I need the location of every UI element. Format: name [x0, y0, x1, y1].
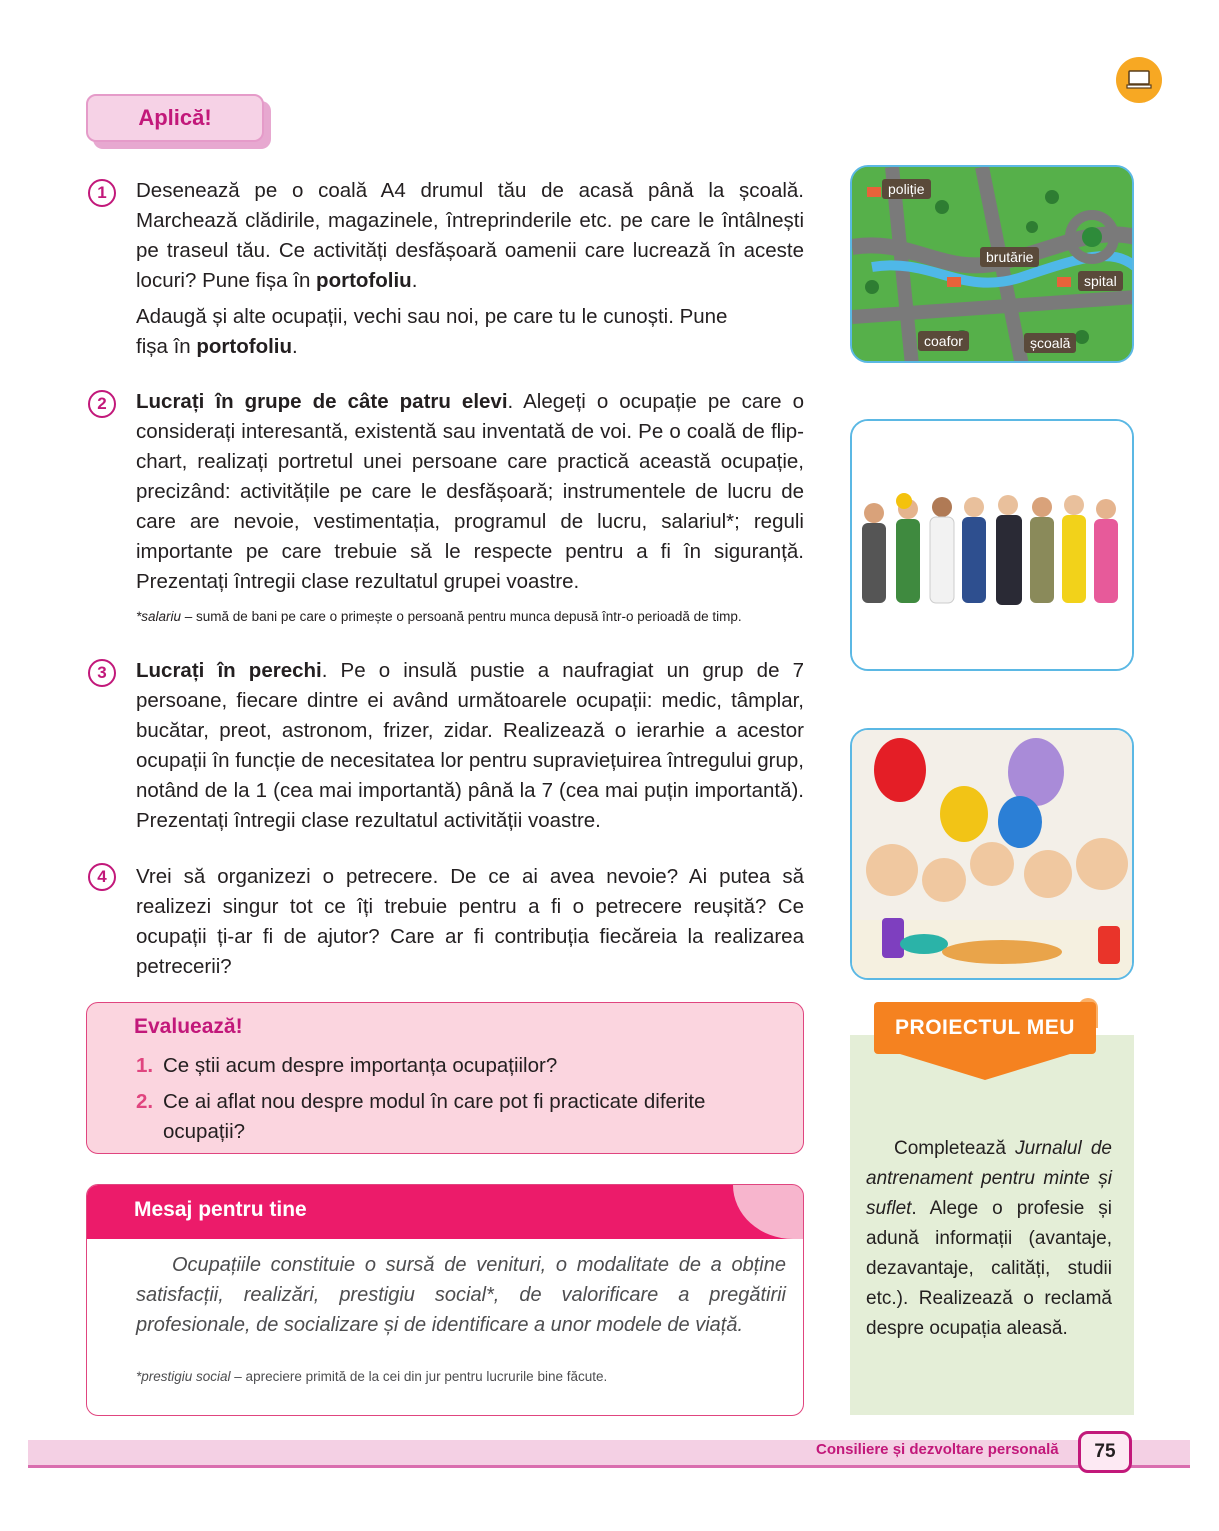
- exercise-number: 4: [88, 863, 116, 891]
- project-banner: PROIECTUL MEU: [874, 1002, 1096, 1054]
- footnote-prestigiu: *prestigiu social – apreciere primită de la cei din jur pentru lucrurile bine făcute.: [136, 1369, 608, 1384]
- town-map-image: [850, 165, 1134, 363]
- evaluate-item: ocupații?: [163, 1120, 246, 1143]
- message-text: Ocupațiile constituie o sursă de venituri, o modalitate de a obține satisfacții, realizări, prestigiu social*, de valorificare a pregătirii profesionale, de socializare și de identificare a unor modele de viață.: [136, 1254, 786, 1336]
- birthday-party-image: [850, 728, 1134, 980]
- message-title: Mesaj pentru tine: [134, 1198, 307, 1221]
- map-label: brutărie: [980, 247, 1039, 267]
- map-label: poliție: [882, 179, 931, 199]
- evaluate-item: 2. Ce ai aflat nou despre modul în care pot fi practicate diferite: [136, 1090, 706, 1113]
- exercise-4-text: Vrei să organizezi o petrecere. De ce ai avea nevoie? Ai putea să realizezi singur tot ce îți trebuie pentru a fi o petrecere reușită? Ce ocupații ți-ar fi de ajutor? Care ar fi contribuția fiecăreia la realizarea petrecerii?: [136, 865, 804, 978]
- footnote-salariu: *salariu – sumă de bani pe care o primește o persoană pentru munca depusă într-o perioadă de timp.: [136, 609, 742, 624]
- evaluate-title: Evaluează!: [134, 1015, 243, 1038]
- exercise-2-text: Lucrați în grupe de câte patru elevi. Alegeți o ocupație pe care o considerați interesantă, existentă sau inventată de voi. Pe o coală de flip-chart, realizați portretul unei persoane care practică această ocupație, precizând: activitățile pe care le desfășoară; instrumentele de lucru de care are nevoie, vestimentația, programul de lucru, salariul*; reguli importante pe care trebuie să le respecte pentru a fi în siguranță. Prezentați întregii clase rezultatul grupei voastre.: [136, 390, 804, 593]
- evaluate-item: 1. Ce știi acum despre importanța ocupațiilor?: [136, 1054, 558, 1077]
- exercise-1-text: Desenează pe o coală A4 drumul tău de acasă până la școală. Marchează clădirile, magazinele, întreprinderile etc. pe care le întâlnești pe traseul tău. Ce activități desfășoară oamenii care lucrează în aceste locuri? Pune fișa în portofoliu. Adaugă și alte ocupații, vechi sau noi, pe care tu le cunoști. Pune fișa în portofoliu.: [136, 179, 804, 358]
- section-tag-aplica: Aplică!: [86, 94, 264, 142]
- map-label: spital: [1078, 271, 1123, 291]
- footer-subject: Consiliere și dezvoltare personală: [816, 1441, 1059, 1458]
- exercise-number: 3: [88, 659, 116, 687]
- banner-arrow: [900, 1054, 1070, 1080]
- project-text: Completează Jurnalul de antrenament pentru minte și suflet. Alege o profesie și adună informații (avantaje, dezavantaje, calități, studii etc.). Realizează o reclamă despre ocupația aleasă.: [866, 1138, 1112, 1339]
- exercise-3-text: Lucrați în perechi. Pe o insulă pustie a naufragiat un grup de 7 persoane, fiecare dintre ei având următoarele ocupații: medic, tâmplar, bucătar, preot, astronom, frizer, zidar. Realizează o ierarhie a acestor ocupații în funcție de necesitatea lor pentru supraviețuirea întregului grup, notând de la 1 (cea mai importantă) până la 7 (cea mai puțin importantă). Prezentați întregii clase rezultatul activității voastre.: [136, 659, 804, 832]
- map-label: coafor: [918, 331, 969, 351]
- children-occupations-image: [850, 419, 1134, 671]
- exercise-number: 1: [88, 179, 116, 207]
- map-label: școală: [1024, 333, 1076, 353]
- page-number: 75: [1078, 1431, 1132, 1473]
- exercise-number: 2: [88, 390, 116, 418]
- computer-icon: [1116, 57, 1162, 103]
